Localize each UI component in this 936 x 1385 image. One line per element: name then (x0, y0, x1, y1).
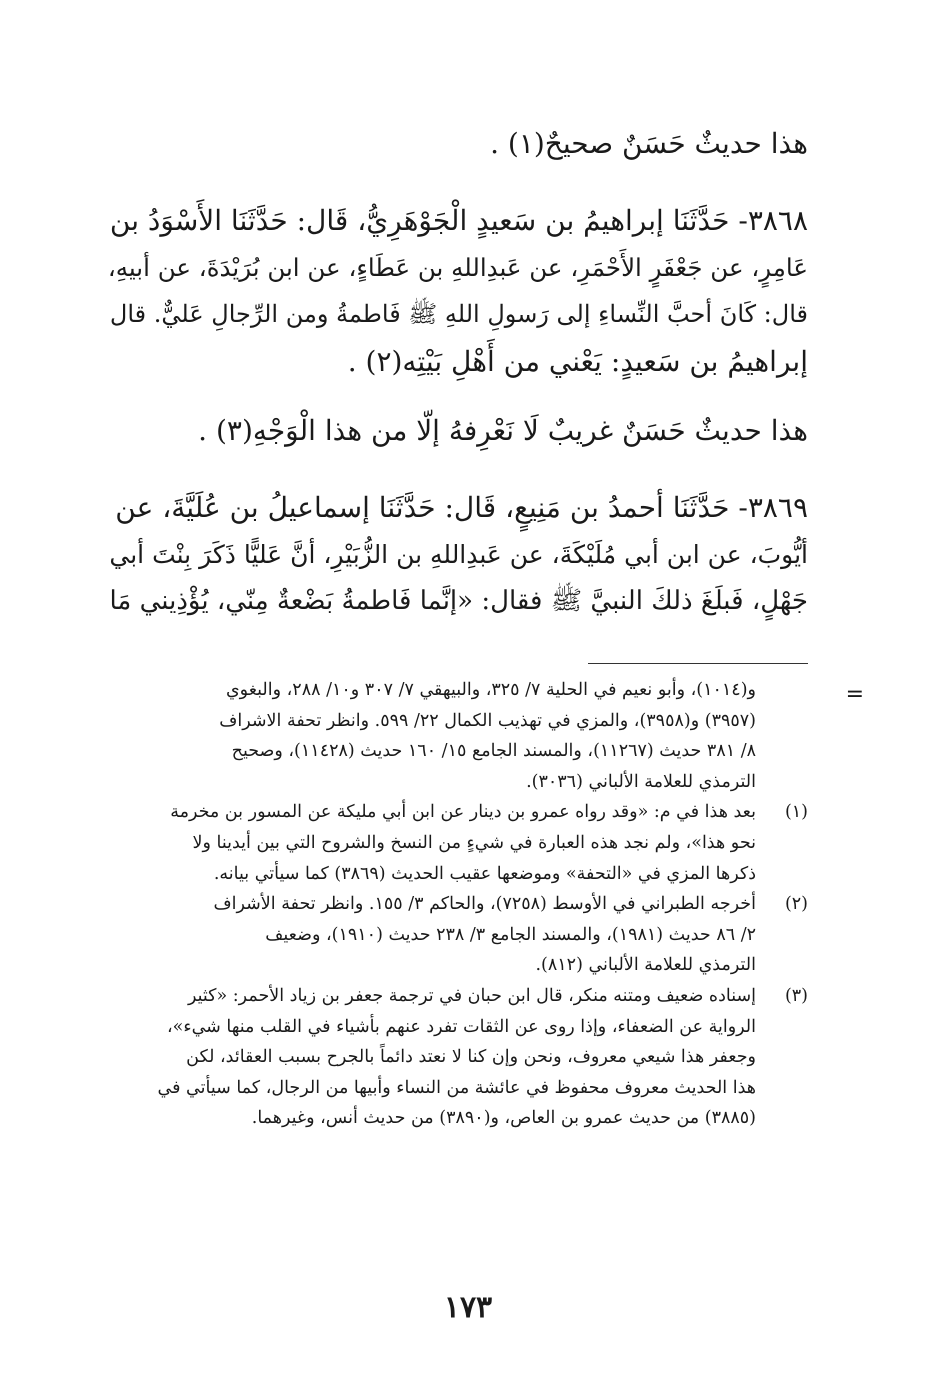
footnote-line: ذكرها المزي في «التحفة» وموضعها عقيب الحديث (٣٨٦٩) كما سيأتي بيانه. (213, 863, 756, 884)
footnote-line: ٨/ ٣٨١ حديث (١١٢٦٧)، والمسند الجامع ١٥/ ١٦٠ حديث (١١٤٢٨)، وصحيح (231, 741, 756, 762)
footnote-line: الترمذي للعلامة الألباني (٨١٢). (535, 955, 756, 976)
text-line: قال: كَانَ أحبَّ النِّساءِ إلى رَسولِ اللهِ ﷺ فَاطمةُ ومن الرِّجالِ عَليٌّ. قال (109, 300, 808, 328)
hadith-3868 (108, 197, 808, 385)
footnote-line: بعد هذا في م: «وقد رواه عمرو بن دينار عن ابن أبي مليكة عن المسور بن مخرمة (170, 802, 756, 823)
footnote-line: الرواية عن الضعفاء، وإذا روى عن الثقات تفرد عنهم بأشياء في القلب منها شيء»، (166, 1016, 756, 1037)
text-line: هذا حديثٌ حَسَنٌ غريبٌ لَا نَعْرِفهُ إلّا من هذا الْوَجْهِ(٣) . (198, 414, 808, 447)
footnote-line: و(١٠١٤)، وأبو نعيم في الحلية ٧/ ٣٢٥، والبيهقي ٧/ ٣٠٧ و١٠/ ٢٨٨، والبغوي (225, 680, 756, 700)
paragraph-grading-1 (108, 120, 808, 167)
main-text (108, 120, 808, 625)
footnote-3 (66, 981, 808, 1134)
text-line: هذا حديثٌ حَسَنٌ صحيحٌ(١) . (490, 127, 808, 160)
text-line: ٣٨٦٩- حَدَّثَنَا أحمدُ بن مَنِيعٍ، قَال: حَدَّثَنَا إسماعيلُ بن عُلَيَّةَ، عن (115, 491, 808, 524)
hadith-3869 (108, 484, 808, 625)
footnote-line: نحو هذا»، ولم نجد هذه العبارة في شيءٍ من النسخ والشروح التي بين أيدينا ولا (192, 832, 756, 853)
paragraph-grading-2 (108, 407, 808, 454)
footnote-line: وجعفر هذا شيعي معروف، ونحن وإن كنا لا نعتد دائماً بالجرح بسبب العقائد، لكن (186, 1047, 756, 1068)
footnote-number: (١) (784, 802, 808, 823)
footnote-line: (٣٨٨٥) من حديث عمرو بن العاص، و(٣٨٩٠) من حديث أنس، وغيرهما. (251, 1108, 756, 1129)
continuation-marker: = (845, 682, 864, 707)
footnote-line: إسناده ضعيف ومتنه منكر، قال ابن حبان في ترجمة جعفر بن زياد الأحمر: «كثير (187, 985, 756, 1006)
footnote-line: ٢/ ٨٦ حديث (١٩٨١)، والمسند الجامع ٣/ ٢٣٨ حديث (١٩١٠)، وضعيف (265, 924, 756, 945)
text-line: ٣٨٦٨- حَدَّثَنَا إبراهيمُ بن سَعيدٍ الْجَوْهَرِيُّ، قَال: حَدَّثَنَا الأَسْوَدُ بن (109, 204, 808, 237)
footnote-number: (٣) (784, 985, 808, 1006)
footnote-divider (588, 663, 808, 664)
footnote-line: الترمذي للعلامة الألباني (٣٠٣٦). (526, 771, 756, 792)
text-line: أيُّوبَ، عن ابن أبي مُلَيْكَةَ، عن عَبدِاللهِ بن الزُّبَيْرِ، أنَّ عَليًّا ذَكَرَ بِنْتَ أبي (109, 540, 808, 569)
footnote-line: (٣٩٥٧) و(٣٩٥٨)، والمزي في تهذيب الكمال ٢٢/ ٥٩٩. وانظر تحفة الاشراف (219, 710, 756, 731)
text-line: عَامِرٍ، عن جَعْفَرٍ الأَحْمَرِ، عن عَبدِاللهِ بن عَطَاءٍ، عن ابن بُرَيْدَةَ، عن أبيهِ، (107, 253, 808, 282)
text-line: إبراهيمُ بن سَعيدٍ: يَعْني من أَهْلِ بَيْتِه(٢) . (347, 345, 808, 378)
footnote-number: (٢) (784, 894, 808, 915)
footnote-2 (66, 889, 808, 981)
footnote-line: هذا الحديث معروف محفوظ في عائشة من النساء وأبيها من الرجال، كما سيأتي في (157, 1077, 756, 1098)
footnotes (66, 675, 808, 1134)
footnote-continuation (66, 675, 808, 797)
text-line: جَهْلٍ، فَبلَغَ ذلكَ النبيَّ ﷺ فقال: «إنَّما فَاطمةُ بَضْعةٌ مِنّي، يُؤْذِيني مَا (109, 586, 808, 616)
page-number: ١٧٣ (443, 1290, 493, 1325)
footnote-1 (66, 797, 808, 889)
footnote-line: أخرجه الطبراني في الأوسط (٧٢٥٨)، والحاكم ٣/ ١٥٥. وانظر تحفة الأشراف (213, 894, 756, 915)
